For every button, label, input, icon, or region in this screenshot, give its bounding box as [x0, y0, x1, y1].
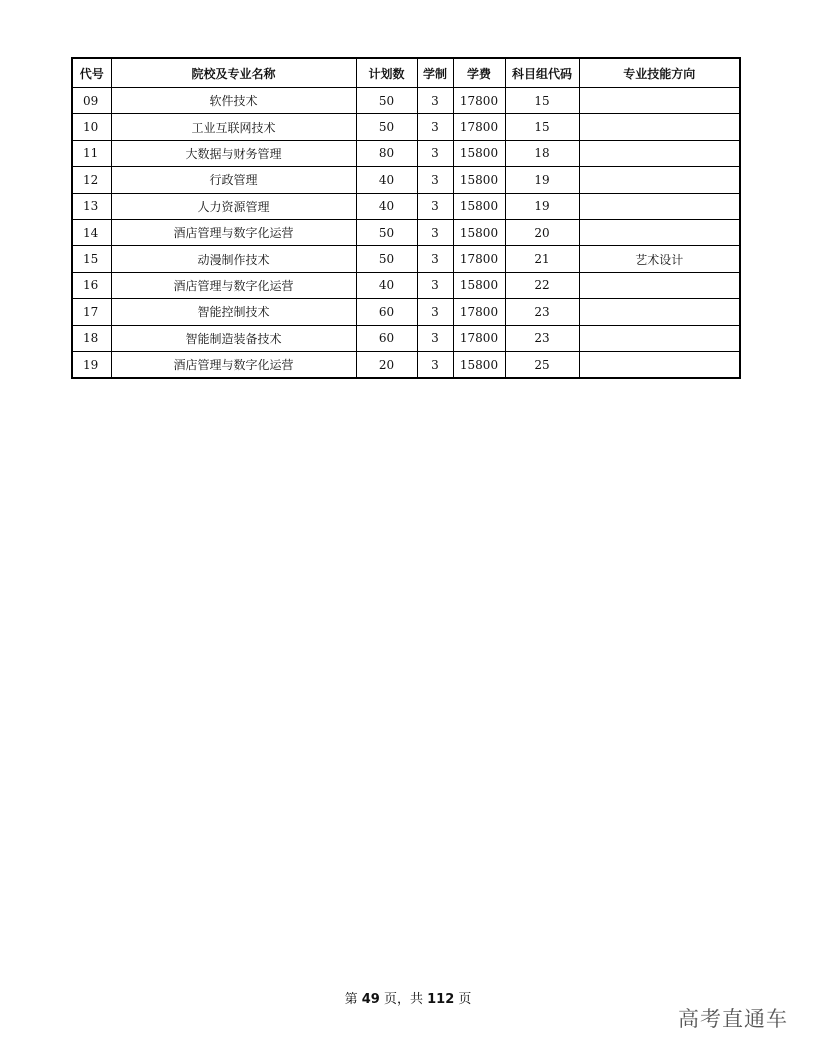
cell-tuition: 17800 [453, 246, 505, 272]
table-row [72, 351, 740, 378]
cell-duration: 3 [417, 114, 453, 140]
cell-skill-direction [579, 193, 740, 219]
footer-suffix: 页 [454, 992, 472, 1007]
table-row [72, 88, 740, 114]
cell-skill-direction [579, 140, 740, 166]
cell-duration: 3 [417, 351, 453, 378]
cell-code: 14 [72, 219, 111, 245]
cell-plan-count: 50 [356, 219, 417, 245]
cell-code: 16 [72, 272, 111, 298]
cell-tuition: 15800 [453, 351, 505, 378]
cell-duration: 3 [417, 325, 453, 351]
cell-plan-count: 20 [356, 351, 417, 378]
cell-tuition: 15800 [453, 193, 505, 219]
cell-skill-direction [579, 167, 740, 193]
cell-skill-direction: 艺术设计 [579, 246, 740, 272]
footer-prefix: 第 [344, 992, 362, 1007]
header-code: 代号 [72, 58, 111, 88]
cell-tuition: 15800 [453, 167, 505, 193]
footer-total-pages: 112 [427, 992, 455, 1007]
cell-major-name: 酒店管理与数字化运营 [111, 272, 356, 298]
header-skill-direction: 专业技能方向 [579, 58, 740, 88]
cell-code: 12 [72, 167, 111, 193]
cell-skill-direction [579, 114, 740, 140]
cell-subject-group-code: 15 [505, 88, 579, 114]
cell-plan-count: 40 [356, 193, 417, 219]
cell-subject-group-code: 15 [505, 114, 579, 140]
cell-duration: 3 [417, 246, 453, 272]
table-row [72, 299, 740, 325]
cell-major-name: 工业互联网技术 [111, 114, 356, 140]
cell-tuition: 17800 [453, 88, 505, 114]
cell-subject-group-code: 23 [505, 325, 579, 351]
cell-major-name: 动漫制作技术 [111, 246, 356, 272]
table-row [72, 140, 740, 166]
cell-plan-count: 60 [356, 325, 417, 351]
cell-skill-direction [579, 219, 740, 245]
header-plan-count: 计划数 [356, 58, 417, 88]
cell-duration: 3 [417, 88, 453, 114]
cell-code: 17 [72, 299, 111, 325]
cell-skill-direction [579, 272, 740, 298]
cell-tuition: 15800 [453, 140, 505, 166]
cell-plan-count: 60 [356, 299, 417, 325]
header-major-name: 院校及专业名称 [111, 58, 356, 88]
table-header-row [72, 58, 740, 88]
cell-major-name: 软件技术 [111, 88, 356, 114]
cell-duration: 3 [417, 193, 453, 219]
cell-subject-group-code: 18 [505, 140, 579, 166]
cell-major-name: 人力资源管理 [111, 193, 356, 219]
cell-code: 09 [72, 88, 111, 114]
cell-plan-count: 50 [356, 88, 417, 114]
cell-subject-group-code: 23 [505, 299, 579, 325]
cell-duration: 3 [417, 219, 453, 245]
cell-duration: 3 [417, 299, 453, 325]
cell-duration: 3 [417, 272, 453, 298]
table-row [72, 193, 740, 219]
cell-code: 10 [72, 114, 111, 140]
header-duration: 学制 [417, 58, 453, 88]
cell-subject-group-code: 25 [505, 351, 579, 378]
cell-plan-count: 40 [356, 167, 417, 193]
cell-duration: 3 [417, 140, 453, 166]
watermark: 高考直通车 [678, 1007, 788, 1031]
header-subject-group-code: 科目组代码 [505, 58, 579, 88]
cell-skill-direction [579, 325, 740, 351]
cell-plan-count: 50 [356, 114, 417, 140]
cell-subject-group-code: 19 [505, 193, 579, 219]
footer-middle: 页，共 [379, 992, 428, 1007]
cell-skill-direction [579, 299, 740, 325]
cell-tuition: 17800 [453, 299, 505, 325]
footer-page-number: 49 [361, 992, 380, 1007]
cell-major-name: 酒店管理与数字化运营 [111, 351, 356, 378]
cell-tuition: 15800 [453, 219, 505, 245]
cell-code: 19 [72, 351, 111, 378]
cell-duration: 3 [417, 167, 453, 193]
cell-subject-group-code: 20 [505, 219, 579, 245]
cell-code: 18 [72, 325, 111, 351]
table-row [72, 325, 740, 351]
cell-tuition: 15800 [453, 272, 505, 298]
cell-skill-direction [579, 351, 740, 378]
cell-major-name: 智能控制技术 [111, 299, 356, 325]
cell-plan-count: 80 [356, 140, 417, 166]
cell-code: 13 [72, 193, 111, 219]
cell-code: 15 [72, 246, 111, 272]
header-tuition: 学费 [453, 58, 505, 88]
cell-tuition: 17800 [453, 325, 505, 351]
cell-code: 11 [72, 140, 111, 166]
table-row [72, 219, 740, 245]
table-row [72, 246, 740, 272]
cell-subject-group-code: 22 [505, 272, 579, 298]
cell-skill-direction [579, 88, 740, 114]
cell-plan-count: 40 [356, 272, 417, 298]
cell-major-name: 酒店管理与数字化运营 [111, 219, 356, 245]
table-row [72, 272, 740, 298]
cell-tuition: 17800 [453, 114, 505, 140]
cell-major-name: 大数据与财务管理 [111, 140, 356, 166]
enrollment-plan-table [71, 57, 741, 379]
table-row [72, 167, 740, 193]
cell-major-name: 智能制造装备技术 [111, 325, 356, 351]
cell-subject-group-code: 21 [505, 246, 579, 272]
cell-subject-group-code: 19 [505, 167, 579, 193]
cell-major-name: 行政管理 [111, 167, 356, 193]
table-row [72, 114, 740, 140]
cell-plan-count: 50 [356, 246, 417, 272]
